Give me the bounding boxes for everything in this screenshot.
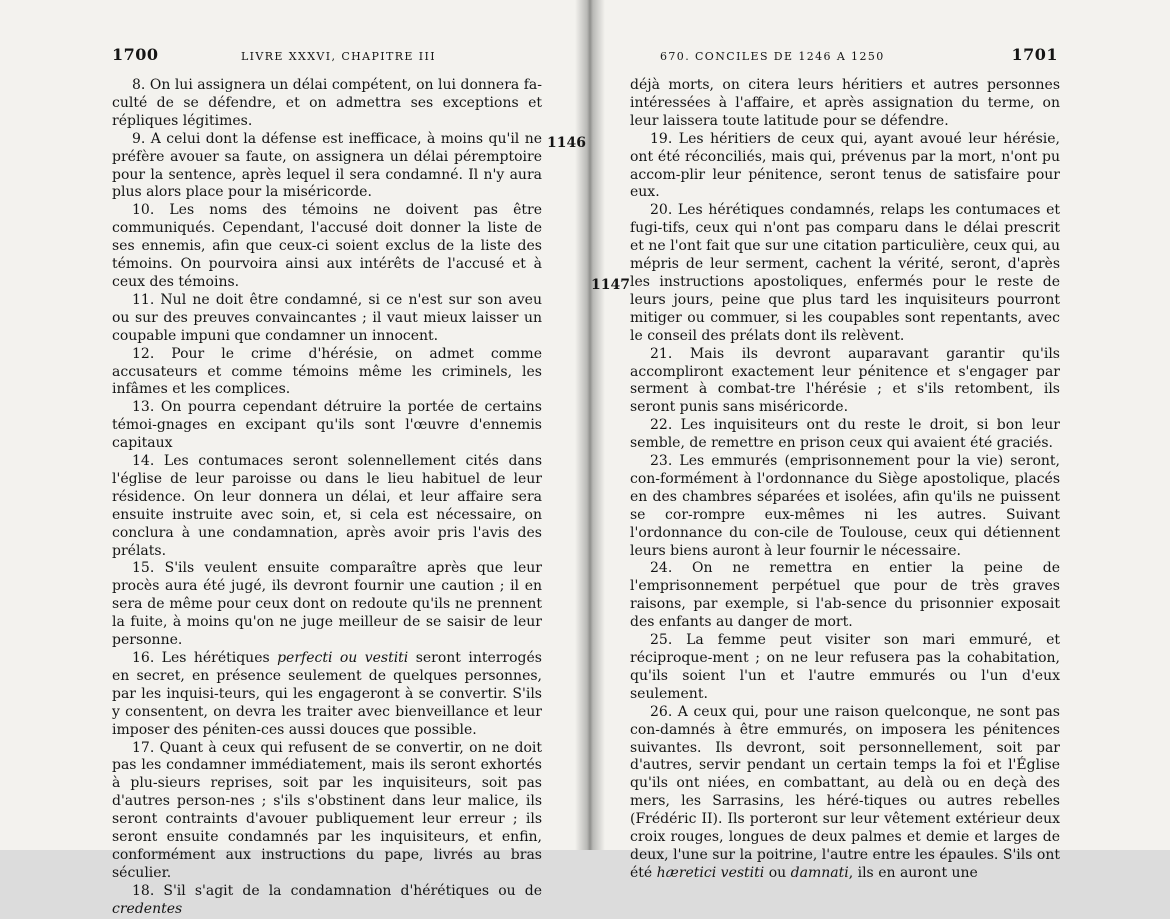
right-page <box>600 0 1170 881</box>
p26-text-1: 26. A ceux qui, pour une raison quelconque, ne sont pas con-damnés à être emmurés, on imposera les pénitences suivantes. Ils devront, soit personnellement, soit par d'autres, servir pendant un certain temps la foi et l'Église qu'ils ont niées, en combattant, au delà ou en deçà des mers, les Sarrasins, les héré-tiques ou autres rebelles (Frédéric II). Ils porteront sur leur vêtement extérieur deux croix rouges, longues de deux palmes et demie et larges de deux, l'une sur la poitrine, l'autre entre les épaules. S'ils ont été <box>630 703 1060 881</box>
left-running-head <box>112 45 544 69</box>
paragraph-12: 12. Pour le crime d'hérésie, on admet comme accusateurs et comme témoins même les criminels, les infâmes et les complices. <box>112 345 542 398</box>
p26-italic-haeretici-vestiti: hæretici vestiti <box>656 864 765 881</box>
p18-text: 18. S'il s'agit de la condamnation d'hérétiques ou de <box>132 882 542 899</box>
left-text-block <box>112 77 542 919</box>
paragraph-18-continuation: déjà morts, on citera leurs héritiers et autres personnes intéressées à l'affaire, et après assignation du terme, on leur laissera toute latitude pour se défendre. <box>630 77 1060 129</box>
paragraph-15: 15. S'ils veulent ensuite comparaître après que leur procès aura été jugé, ils devront fournir une caution ; il en sera de même pour ceux dont on redoute qu'ils ne prennent la fuite, à moins qu'on ne juge meilleur de se saisir de leur personne. <box>112 560 542 649</box>
right-running-head <box>634 45 1058 69</box>
left-page <box>0 0 586 917</box>
p26-italic-damnati: damnati <box>790 864 849 881</box>
left-running-title: LIVRE XXXVI, CHAPITRE III <box>240 50 436 63</box>
p26-text-ou: ou <box>764 864 791 881</box>
paragraph-17: 17. Quant à ceux qui refusent de se convertir, on ne doit pas les condamner immédiatement, mais ils seront exhortés à plu-sieurs reprises, soit par les inquisiteurs, soit pas d'autres person-nes ; s'ils s'obstinent dans leur malice, ils seront contraints d'avouer publiquement leur erreur ; ils seront ensuite condamnés par les inquisiteurs, et enfin, conformément aux instructions du pape, livrés au bras séculier. <box>112 739 542 881</box>
p18-italic-credentes: credentes <box>112 900 183 917</box>
paragraph-9: 9. A celui dont la défense est inefficace, à moins qu'il ne préfère avouer sa faute, on assignera un délai péremptoire pour la sentence, après lequel il sera condamné. Il n'y aura plus alors place pour la miséricorde. <box>112 130 542 201</box>
paragraph-18 <box>112 883 542 919</box>
left-page-number: 1700 <box>112 45 159 64</box>
p26-text-2: , ils en auront une <box>848 864 978 881</box>
paragraph-14: 14. Les contumaces seront solennellement cités dans l'église de leur paroisse ou dans le lieu habituel de leur résidence. On leur donnera un délai, et leur affaire sera ensuite instruite avec soin, et, si cela est nécessaire, on conclura à une condamnation, après avoir pris l'avis des prélats. <box>112 453 542 559</box>
paragraph-22: 22. Les inquisiteurs ont du reste le droit, si bon leur semble, de remettre en prison ceux qui avaient été graciés. <box>630 417 1060 452</box>
paragraph-25: 25. La femme peut visiter son mari emmuré, et réciproque-ment ; on ne leur refusera pas la cohabitation, qu'ils soient l'un et l'autre emmurés ou l'un d'eux seulement. <box>630 632 1060 702</box>
paragraph-20: 20. Les hérétiques condamnés, relaps les contumaces et fugi-tifs, ceux qui n'ont pas comparu dans le délai prescrit et ne l'ont fait que sur une citation particulière, ceux qui, au mépris de leur serment, cachent la vérité, seront, d'après les instructions apostoliques, enfermés pour le reste de leurs jours, peine que plus tard les inquisiteurs pourront mitiger ou commuer, si les coupables sont repentants, avec le conseil des prélats dont ils relèvent. <box>630 202 1060 344</box>
paragraph-23: 23. Les emmurés (emprisonnement pour la vie) seront, con-formément à l'ordonnance du Siège apostolique, placés en des chambres séparées et isolées, afin qu'ils ne puissent se cor-rompre eux-mêmes ni les autres. Suivant l'ordonnance du con-cile de Toulouse, ceux qui détiennent leurs biens auront à leur fournir le nécessaire. <box>630 453 1060 559</box>
paragraph-8: 8. On lui assignera un délai compétent, on lui donnera fa-culté de se défendre, et on admettra ses exceptions et répliques légitimes. <box>112 77 542 129</box>
right-running-title: 670. CONCILES DE 1246 A 1250 <box>660 50 885 63</box>
right-margin-number: 1147 <box>591 277 630 293</box>
p16-text-1: 16. Les hérétiques <box>132 650 278 666</box>
paragraph-26 <box>630 704 1060 883</box>
paragraph-21: 21. Mais ils devront auparavant garantir qu'ils accompliront exactement leur pénitence et s'engager par serment à combat-tre l'hérésie ; et s'ils retombent, ils seront punis sans miséricorde. <box>630 345 1060 416</box>
paragraph-13: 13. On pourra cependant détruire la portée de certains témoi-gnages en excipant qu'ils sont l'œuvre d'ennemis capitaux <box>112 399 542 452</box>
p16-text-2: seront interrogés en secret, en présence seulement de quelques personnes, par les inquisi-teurs, qui les engageront à se convertir. S'ils y consentent, on devra les traiter avec bienveillance et leur imposer des péniten-ces aussi douces que possible. <box>112 650 542 738</box>
left-margin-number: 1146 <box>547 135 586 151</box>
paragraph-24: 24. On ne remettra en entier la peine de l'emprisonnement perpétuel que pour de très graves raisons, par exemple, si l'ab-sence du prisonnier exposait des enfants au danger de mort. <box>630 560 1060 631</box>
p16-italic-perfecti: perfecti <box>277 650 333 666</box>
paragraph-11: 11. Nul ne doit être condamné, si ce n'est sur son aveu ou sur des preuves convaincantes ; il vaut mieux laisser un coupable impuni que condamner un innocent. <box>112 291 542 344</box>
paragraph-19: 19. Les héritiers de ceux qui, ayant avoué leur hérésie, ont été réconciliés, mais qui, prévenus par la mort, n'ont pu accom-plir leur pénitence, seront tenus de satisfaire pour eux. <box>630 130 1060 201</box>
p16-italic-ou: ou <box>332 650 365 666</box>
p16-italic-vestiti: vestiti <box>364 650 409 666</box>
paragraph-16 <box>112 650 542 740</box>
right-text-block <box>630 77 1060 883</box>
right-page-number: 1701 <box>1011 45 1058 64</box>
paragraph-10: 10. Les noms des témoins ne doivent pas être communiqués. Cependant, l'accusé doit donner la liste de ses ennemis, afin que ceux-ci soient exclus de la liste des témoins. On pourvoira ainsi aux intérêts de l'accusé et à ceux des témoins. <box>112 202 542 290</box>
